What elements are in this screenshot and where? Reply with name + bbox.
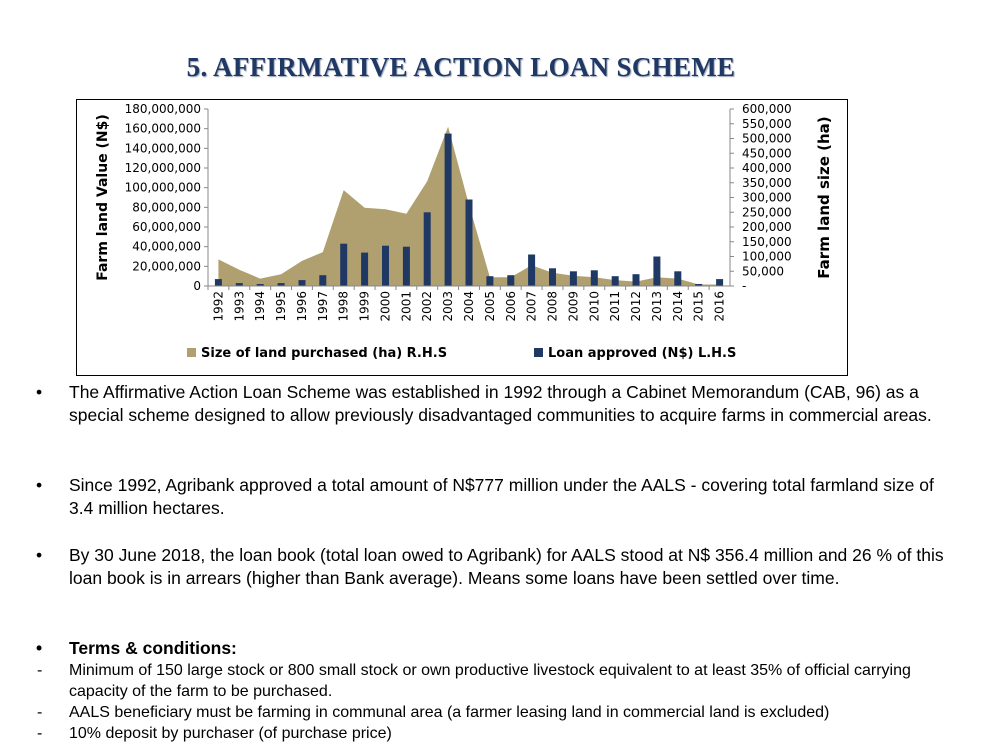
x-tick-label: 1992: [211, 291, 226, 322]
left-tick-label: 160,000,000: [124, 121, 201, 136]
bullet-list: [34, 381, 954, 744]
loan-bar: [716, 279, 723, 286]
bullet-mark: •: [36, 545, 43, 565]
x-tick-label: 2016: [712, 291, 727, 322]
x-tick-label: 2003: [441, 291, 456, 322]
x-tick-label: 1998: [336, 291, 351, 322]
terms-heading: Terms & conditions:: [69, 638, 237, 658]
bullet-item: [34, 544, 954, 613]
x-tick-label: 1995: [274, 291, 289, 322]
legend-swatch-bar: [534, 348, 543, 357]
loan-bar: [507, 275, 514, 286]
bullet-item: [34, 381, 954, 450]
terms-text: Minimum of 150 large stock or 800 small stock or own productive livestock equivalent to at least 35% of official carrying capacity of the farm to be purchased.: [69, 662, 911, 700]
x-tick-label: 2005: [482, 291, 497, 322]
x-tick-label: 2007: [524, 291, 539, 322]
loan-bar: [361, 253, 368, 286]
bullet-mark: •: [36, 382, 43, 402]
x-tick-label: 2010: [587, 291, 602, 322]
left-tick-label: 0: [193, 279, 201, 293]
x-tick-label: 1999: [357, 291, 372, 322]
x-tick-label: 2009: [566, 291, 581, 322]
x-tick-label: 2012: [629, 291, 644, 322]
loan-bar: [319, 275, 326, 286]
left-tick-label: 20,000,000: [132, 259, 201, 274]
bullet-mark: •: [36, 475, 43, 495]
x-tick-label: 2011: [608, 291, 623, 322]
x-tick-label: 1994: [253, 291, 268, 322]
combo-chart: [77, 100, 847, 375]
loan-bar: [528, 255, 535, 287]
loan-bar: [674, 271, 681, 286]
loan-bar: [612, 276, 619, 286]
right-tick-label: 350,000: [742, 175, 792, 190]
terms-item: [34, 660, 954, 702]
right-tick-label: 50,000: [742, 264, 784, 279]
loan-bar: [340, 244, 347, 286]
right-tick-label: 400,000: [742, 161, 792, 175]
left-tick-label: 40,000,000: [132, 239, 201, 254]
left-tick-label: 120,000,000: [124, 161, 201, 175]
right-tick-label: 250,000: [742, 205, 792, 220]
bullet-item: [34, 474, 954, 520]
loan-bar: [591, 270, 598, 286]
loan-bar: [653, 257, 660, 287]
terms-text: AALS beneficiary must be farming in communal area (a farmer leasing land in commercial land is excluded): [69, 704, 830, 721]
x-tick-label: 2014: [670, 291, 685, 322]
x-tick-label: 2000: [378, 291, 393, 322]
left-tick-label: 100,000,000: [124, 180, 201, 195]
dash-mark: -: [37, 662, 43, 679]
right-axis-title: Farm land size (ha): [815, 116, 833, 279]
legend-swatch-area: [187, 348, 196, 357]
loan-bar: [445, 134, 452, 286]
x-tick-label: 2001: [399, 291, 414, 322]
terms-heading-item: [34, 637, 954, 660]
bullet-text: The Affirmative Action Loan Scheme was established in 1992 through a Cabinet Memorandum (CAB, 96) as a special scheme designed to allow previously disadvantaged communities to acquire farms in commercial areas.: [69, 382, 932, 425]
loan-bar: [382, 246, 389, 286]
x-tick-label: 2008: [545, 291, 560, 322]
terms-item: [34, 702, 954, 723]
right-tick-label: 550,000: [742, 116, 792, 131]
bullet-mark: •: [36, 638, 43, 658]
left-tick-label: 140,000,000: [124, 141, 201, 156]
left-tick-label: 80,000,000: [132, 200, 201, 215]
right-tick-label: -: [742, 279, 747, 293]
dash-mark: -: [37, 704, 43, 721]
bullet-text: By 30 June 2018, the loan book (total loan owed to Agribank) for AALS stood at N$ 356.4 million and 26 % of this loan book is in arrears (higher than Bank average). Means some loans have been settled over time.: [69, 545, 944, 588]
right-tick-label: 450,000: [742, 146, 792, 161]
chart-container: [76, 99, 848, 376]
loan-bar: [486, 276, 493, 286]
right-tick-label: 200,000: [742, 220, 792, 234]
right-tick-label: 300,000: [742, 190, 792, 205]
loan-bar: [633, 274, 640, 286]
x-tick-label: 2002: [420, 291, 435, 322]
right-tick-label: 600,000: [742, 102, 792, 116]
legend-label-bar: Loan approved (N$) L.H.S: [548, 346, 737, 361]
x-tick-label: 1996: [294, 291, 309, 322]
right-tick-label: 150,000: [742, 234, 792, 249]
right-tick-label: 500,000: [742, 131, 792, 146]
left-axis-title: Farm land Value (N$): [95, 114, 111, 281]
dash-mark: -: [37, 725, 43, 742]
left-tick-label: 60,000,000: [132, 220, 201, 234]
right-tick-label: 100,000: [742, 249, 792, 264]
loan-bar: [424, 212, 431, 286]
x-tick-label: 2015: [691, 291, 706, 322]
x-tick-label: 2006: [503, 291, 518, 322]
left-tick-label: 180,000,000: [124, 102, 201, 116]
terms-text: 10% deposit by purchaser (of purchase price): [69, 725, 392, 742]
bullet-text: Since 1992, Agribank approved a total amount of N$777 million under the AALS - covering total farmland size of 3.4 million hectares.: [69, 475, 934, 518]
legend-label-area: Size of land purchased (ha) R.H.S: [201, 346, 448, 361]
loan-bar: [570, 271, 577, 286]
x-tick-label: 2004: [462, 291, 476, 322]
x-tick-label: 1997: [315, 291, 330, 322]
loan-bar: [299, 280, 306, 286]
loan-bar: [549, 268, 556, 286]
x-tick-label: 1993: [232, 291, 247, 322]
terms-item: [34, 723, 954, 744]
page-title: 5. AFFIRMATIVE ACTION LOAN SCHEME: [186, 52, 736, 82]
loan-bar: [215, 279, 222, 286]
loan-bar: [466, 200, 473, 287]
x-tick-label: 2013: [649, 291, 664, 322]
loan-bar: [403, 247, 410, 286]
